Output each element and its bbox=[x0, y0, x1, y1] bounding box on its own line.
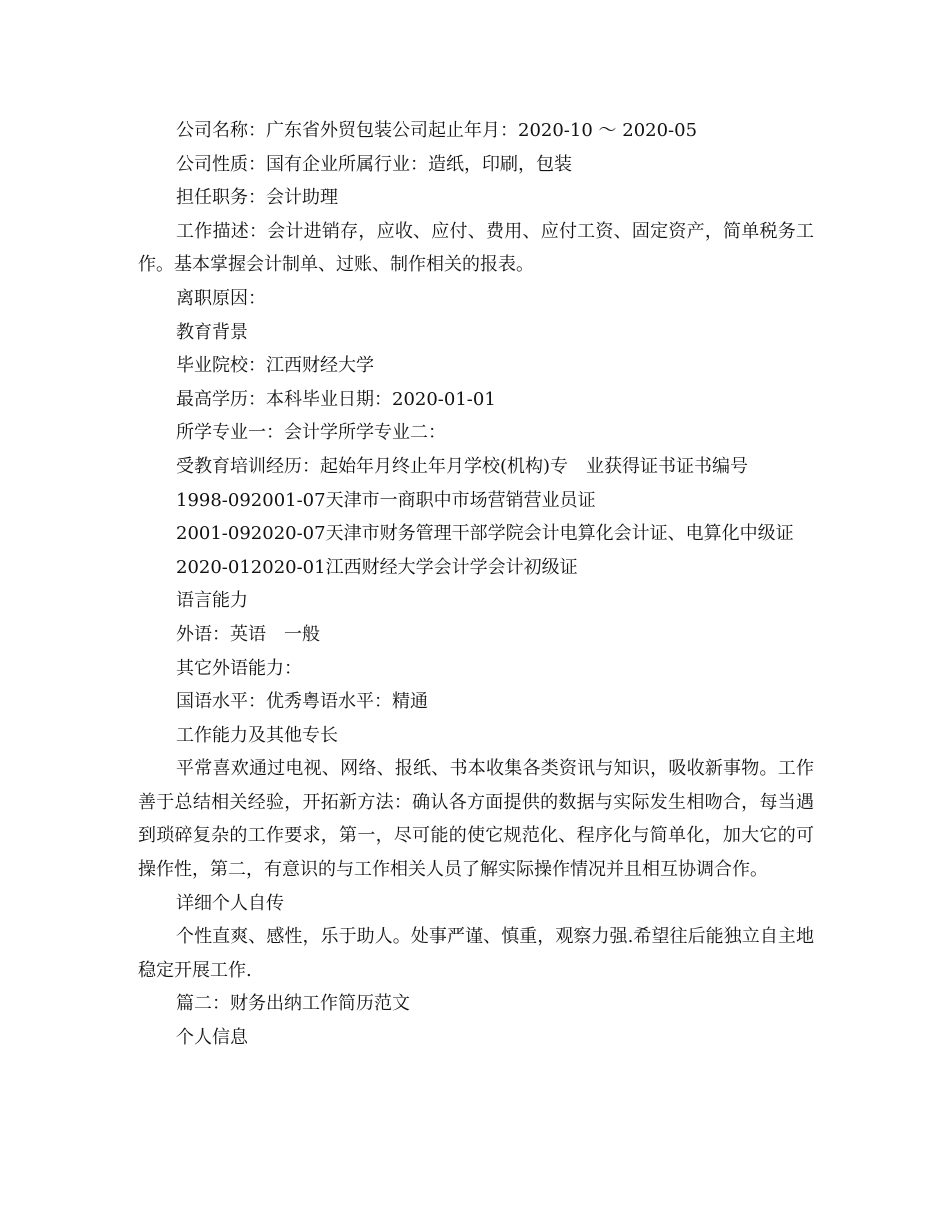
language-heading: 语言能力 bbox=[176, 590, 248, 612]
highest-degree-line: 最高学历：本科毕业日期：2020-01-01 bbox=[176, 388, 496, 410]
personal-info-heading: 个人信息 bbox=[176, 1027, 248, 1049]
graduated-school-line: 毕业院校：江西财经大学 bbox=[176, 355, 374, 377]
training-header-line: 受教育培训经历：起始年月终止年月学校(机构)专 业获得证书证书编号 bbox=[176, 455, 749, 477]
training-record-1: 1998-092001-07天津市一商职中市场营销营业员证 bbox=[176, 489, 596, 511]
mandarin-cantonese-line: 国语水平：优秀粤语水平：精通 bbox=[176, 691, 428, 713]
part-two-title: 篇二：财务出纳工作简历范文 bbox=[176, 993, 410, 1015]
leaving-reason-line: 离职原因： bbox=[176, 287, 266, 309]
company-nature-line: 公司性质：国有企业所属行业：造纸，印刷，包装 bbox=[176, 153, 572, 175]
autobiography-paragraph: 个性直爽、感性，乐于助人。处事严谨、慎重，观察力强.希望往后能独立自主地稳定开展工作. bbox=[138, 926, 814, 981]
other-language-line: 其它外语能力： bbox=[176, 657, 302, 679]
company-name-line: 公司名称：广东省外贸包装公司起止年月：2020-10 ～ 2020-05 bbox=[176, 120, 698, 141]
position-line: 担任职务：会计助理 bbox=[176, 187, 338, 209]
training-record-3: 2020-012020-01江西财经大学会计学会计初级证 bbox=[176, 556, 578, 578]
document-body bbox=[138, 114, 814, 1055]
education-heading: 教育背景 bbox=[176, 321, 248, 343]
job-description-paragraph: 工作描述：会计进销存，应收、应付、费用、应付工资、固定资产，简单税务工作。基本掌握会计制单、过账、制作相关的报表。 bbox=[138, 220, 814, 276]
autobiography-heading: 详细个人自传 bbox=[176, 892, 284, 914]
major-line: 所学专业一：会计学所学专业二： bbox=[176, 422, 446, 444]
skills-heading: 工作能力及其他专长 bbox=[176, 724, 338, 746]
foreign-language-line: 外语：英语 一般 bbox=[176, 623, 320, 645]
skills-paragraph: 平常喜欢通过电视、网络、报纸、书本收集各类资讯与知识，吸收新事物。工作善于总结相关经验，开拓新方法：确认各方面提供的数据与实际发生相吻合，每当遇到琐碎复杂的工作要求，第一，尽可能的使它规范化、程序化与简单化，加大它的可操作性，第二，有意识的与工作相关人员了解实际操作情况并且相互协调合作。 bbox=[138, 758, 814, 881]
training-record-2: 2001-092020-07天津市财务管理干部学院会计电算化会计证、电算化中级证 bbox=[176, 523, 794, 545]
